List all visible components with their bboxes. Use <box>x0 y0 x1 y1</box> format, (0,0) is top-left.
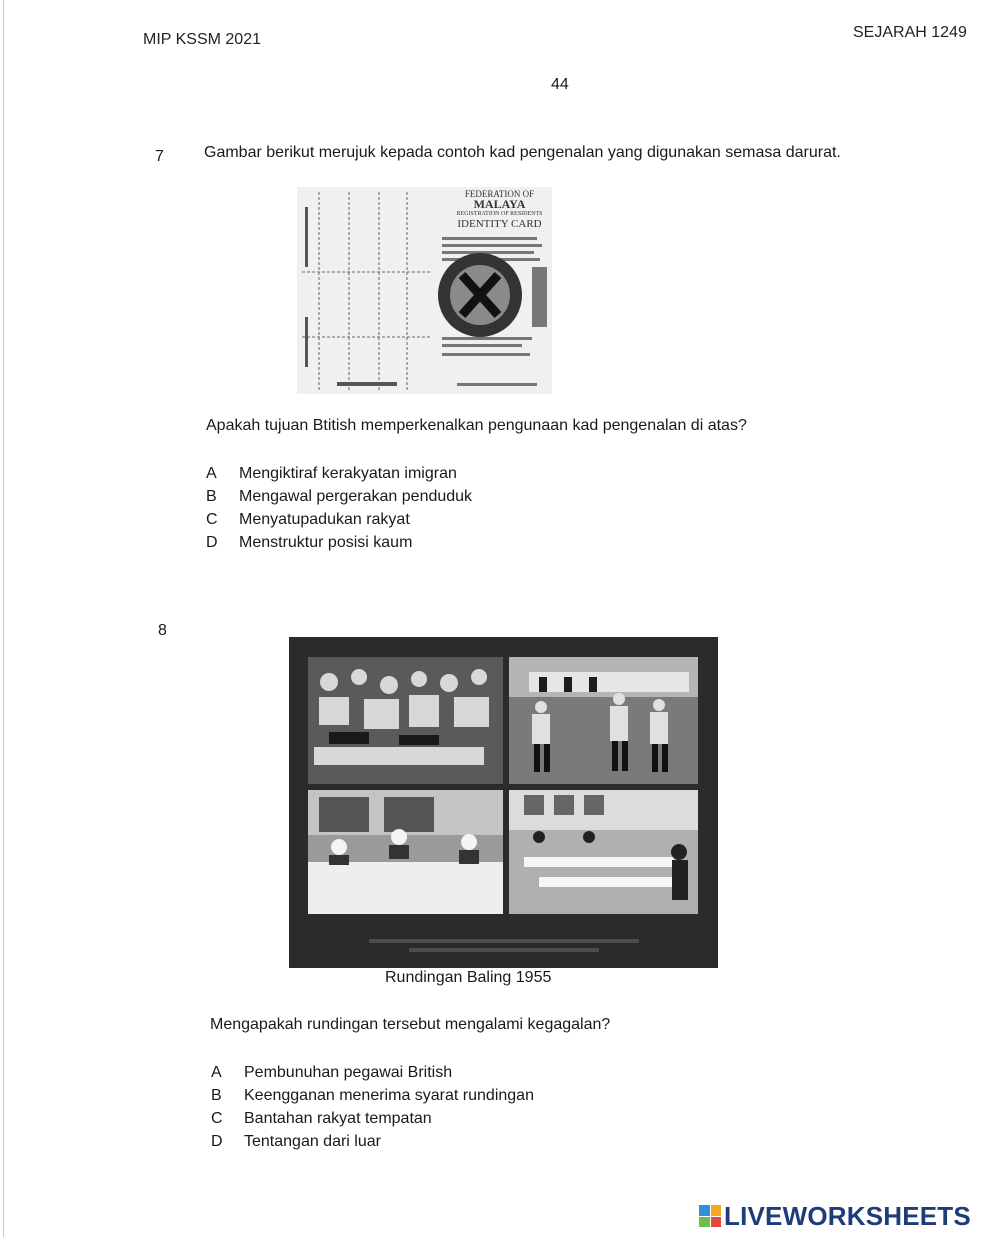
question-7-text: Apakah tujuan Btitish memperkenalkan pengunaan kad pengenalan di atas? <box>206 417 747 434</box>
liveworksheets-logo-icon <box>699 1205 721 1227</box>
header-right: SEJARAH 1249 <box>853 24 967 41</box>
option-a[interactable]: A Mengiktiraf kerakyatan imigran <box>206 465 457 482</box>
brand-name: LIVEWORKSHEETS <box>724 1200 971 1231</box>
option-d[interactable]: D Tentangan dari luar <box>211 1133 381 1150</box>
option-b[interactable]: B Mengawal pergerakan penduduk <box>206 488 473 505</box>
question-8-number: 8 <box>158 622 167 639</box>
option-b[interactable]: B Keengganan menerima syarat rundingan <box>211 1087 534 1104</box>
baling-talks-photo-collage <box>289 637 718 968</box>
option-d[interactable]: D Menstruktur posisi kaum <box>206 534 413 551</box>
question-8-options <box>211 1061 534 1153</box>
question-7-options <box>206 462 472 554</box>
identity-card-image <box>297 187 552 394</box>
header-left: MIP KSSM 2021 <box>143 31 261 48</box>
liveworksheets-brand[interactable] <box>699 1199 971 1233</box>
collage-caption: Rundingan Baling 1955 <box>385 969 552 986</box>
question-7-stem: Gambar berikut merujuk kepada contoh kad pengenalan yang digunakan semasa darurat. <box>204 144 841 161</box>
option-a[interactable]: A Pembunuhan pegawai British <box>211 1064 453 1081</box>
option-c[interactable]: C Bantahan rakyat tempatan <box>211 1110 432 1127</box>
page-number: 44 <box>551 76 569 93</box>
id-card-line-4: IDENTITY CARD <box>457 218 542 230</box>
id-card-line-2: MALAYA <box>473 197 526 211</box>
id-card-line-3: REGISTRATION OF RESIDENTS <box>456 211 543 217</box>
page-edge-line <box>3 0 4 1237</box>
option-c[interactable]: C Menyatupadukan rakyat <box>206 511 410 528</box>
question-8-text: Mengapakah rundingan tersebut mengalami kegagalan? <box>210 1016 611 1033</box>
id-card-line-1: FEDERATION OF <box>464 189 535 199</box>
question-7-number: 7 <box>155 148 164 165</box>
